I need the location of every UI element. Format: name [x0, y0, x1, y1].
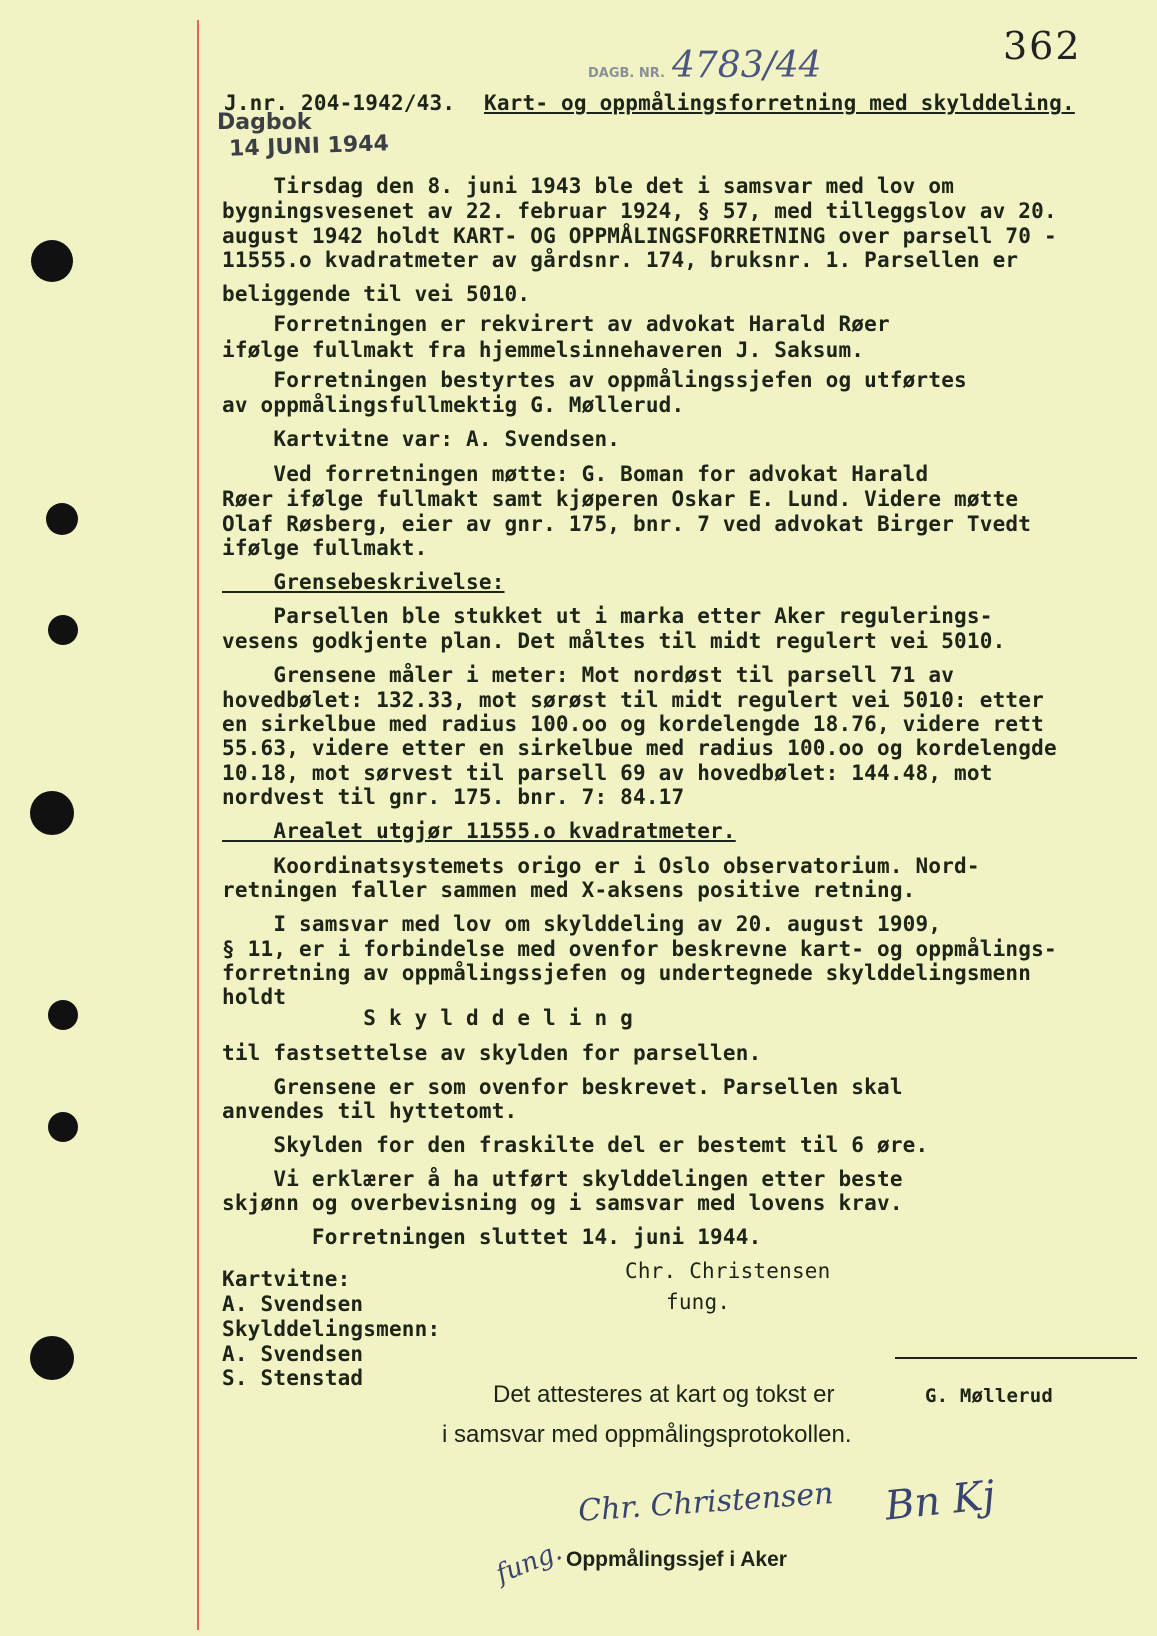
body-line: Grensene er som ovenfor beskrevet. Parsellen skal [222, 1075, 903, 1099]
section-heading-grensebeskrivelse: Grensebeskrivelse: [222, 570, 505, 594]
body-line: anvendes til hyttetomt. [222, 1099, 518, 1123]
page-number: 362 [1003, 24, 1082, 68]
attest-line-2: i samsvar med oppmålingsprotokollen. [442, 1421, 852, 1448]
body-line: til fastsettelse av skylden for parsellen. [222, 1041, 762, 1065]
handwritten-initials: Bn Kj [882, 1472, 998, 1530]
date-stamp: 14 JUNI 1944 [228, 131, 390, 162]
signature-line [895, 1357, 1137, 1359]
signer-title: fung. [666, 1290, 731, 1314]
journal-number: J.nr. 204-1942/43. [224, 91, 456, 115]
dagbok-number-stamp: DAGB. NR. [588, 66, 665, 81]
body-line: Ved forretningen møtte: G. Boman for advokat Harald [222, 462, 929, 486]
body-line: 11555.o kvadratmeter av gårdsnr. 174, bruksnr. 1. Parsellen er [222, 248, 1019, 272]
signer-name: Chr. Christensen [625, 1259, 831, 1283]
binder-hole [48, 1112, 78, 1142]
dagbok-stamp-label: Dagbok [217, 110, 312, 135]
binder-hole [46, 503, 78, 535]
section-heading-arealet: Arealet utgjør 11555.o kvadratmeter. [222, 819, 736, 843]
body-line: retningen faller sammen med X-aksens positive retning. [222, 878, 916, 902]
kartvitne-label: Kartvitne: [222, 1267, 351, 1291]
skylddeling-heading: S k y l d d e l i n g [222, 1006, 633, 1030]
body-line: Grensene måler i meter: Mot nordøst til parsell 71 av [222, 663, 955, 687]
oppmalingssjef-stamp: Oppmålingssjef i Aker [566, 1548, 787, 1571]
margin-rule [197, 20, 199, 1630]
body-line: Olaf Røsberg, eier av gnr. 175, bnr. 7 ved advokat Birger Tvedt [222, 512, 1032, 536]
body-line: en sirkelbue med radius 100.oo og kordelengde 18.76, videre rett [222, 712, 1044, 736]
body-line: Skylden for den fraskilte del er bestemt til 6 øre. [222, 1133, 929, 1157]
attest-line-1: Det attesteres at kart og tokst er [493, 1381, 835, 1408]
body-line: Røer ifølge fullmakt samt kjøperen Oskar E. Lund. Videre møtte [222, 487, 1019, 511]
body-line: vesens godkjente plan. Det måltes til midt regulert vei 5010. [222, 629, 1006, 653]
attest-signer: G. Møllerud [925, 1385, 1054, 1407]
binder-hole [30, 1336, 74, 1380]
handwritten-signature: Chr. Christensen [577, 1476, 835, 1529]
skylddelingsmenn-label: Skylddelingsmenn: [222, 1317, 441, 1341]
kartvitne-name: A. Svendsen [222, 1292, 364, 1316]
body-line: august 1942 holdt KART- OG OPPMÅLINGSFORRETNING over parsell 70 - [222, 224, 1057, 248]
binder-hole [48, 1000, 78, 1030]
body-line: ifølge fullmakt fra hjemmelsinnehaveren J. Saksum. [222, 338, 865, 362]
body-line: Forretningen bestyrtes av oppmålingssjefen og utførtes [222, 368, 967, 392]
skylddelingsmann-name: S. Stenstad [222, 1366, 364, 1390]
body-line: skjønn og overbevisning og i samsvar med lovens krav. [222, 1191, 903, 1215]
body-line: Forretningen er rekvirert av advokat Harald Røer [222, 312, 890, 336]
body-line: ifølge fullmakt. [222, 536, 428, 560]
body-line: hovedbølet: 132.33, mot sørøst til midt regulert vei 5010: etter [222, 688, 1044, 712]
binder-hole [30, 791, 74, 835]
body-line: Tirsdag den 8. juni 1943 ble det i samsvar med lov om [222, 174, 955, 198]
body-line: I samsvar med lov om skylddeling av 20. august 1909, [222, 912, 942, 936]
handwritten-fung: fung. [491, 1536, 567, 1590]
closing-date-line: Forretningen sluttet 14. juni 1944. [222, 1225, 762, 1249]
page-title: Kart- og oppmålingsforretning med skylddeling. [484, 91, 1075, 115]
body-line: § 11, er i forbindelse med ovenfor beskrevne kart- og oppmålings- [222, 937, 1057, 961]
body-line: av oppmålingsfullmektig G. Møllerud. [222, 393, 685, 417]
body-line: Koordinatsystemets origo er i Oslo observatorium. Nord- [222, 854, 980, 878]
binder-hole [31, 240, 73, 282]
body-line: Parsellen ble stukket ut i marka etter Aker regulerings- [222, 604, 993, 628]
body-line: nordvest til gnr. 175. bnr. 7: 84.17 [222, 785, 685, 809]
body-line: Kartvitne var: A. Svendsen. [222, 427, 621, 451]
binder-hole [48, 615, 78, 645]
body-line: holdt [222, 985, 287, 1009]
body-line: 10.18, mot sørvest til parsell 69 av hovedbølet: 144.48, mot [222, 761, 993, 785]
body-line: Vi erklærer å ha utført skylddelingen etter beste [222, 1167, 903, 1191]
body-line: forretning av oppmålingssjefen og undertegnede skylddelingsmenn [222, 961, 1032, 985]
body-line: bygningsvesenet av 22. februar 1924, § 57, med tilleggslov av 20. [222, 199, 1057, 223]
skylddelingsmann-name: A. Svendsen [222, 1342, 364, 1366]
dagbok-number: 4783/44 [672, 45, 822, 86]
body-line: 55.63, videre etter en sirkelbue med radius 100.oo og kordelengde [222, 736, 1057, 760]
body-line: beliggende til vei 5010. [222, 282, 531, 306]
